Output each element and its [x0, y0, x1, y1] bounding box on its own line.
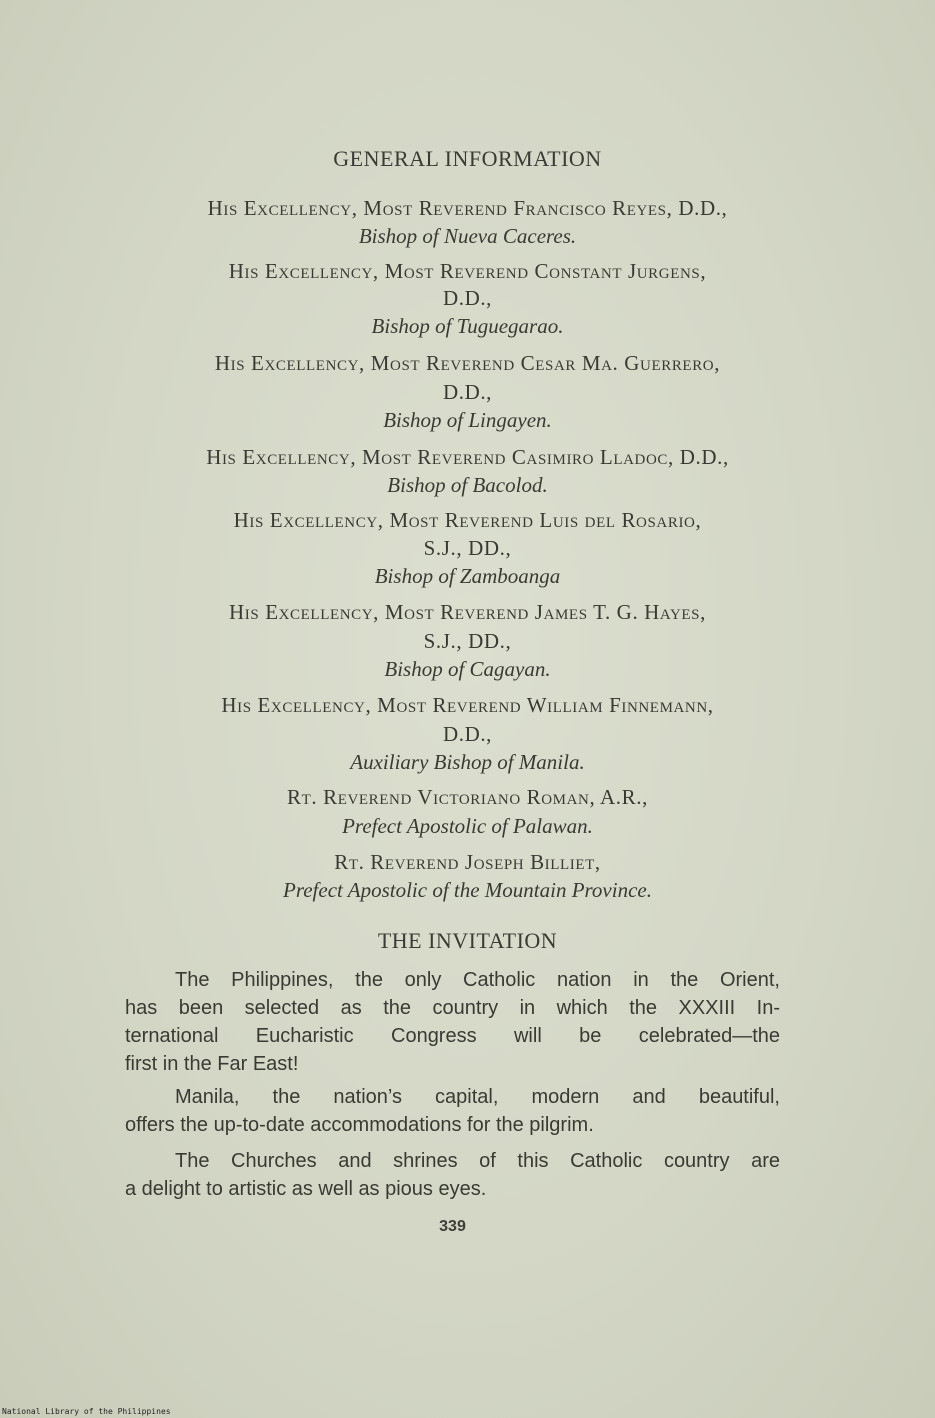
dignitary-title: Bishop of Cagayan.: [384, 657, 551, 681]
section-heading-invitation: THE INVITATION: [377, 928, 558, 953]
invitation-paragraph: [125, 966, 780, 1078]
invitation-paragraph: [125, 1147, 780, 1203]
dignitary-title: Bishop of Nueva Caceres.: [358, 224, 577, 248]
dignitary-name: His Excellency, Most Reverend Constant Jurgens,: [228, 259, 707, 283]
paragraph-line: The Philippines, the only Catholic nation in the Orient,: [175, 969, 780, 991]
paragraph-line: The Churches and shrines of this Catholic country are: [175, 1150, 780, 1172]
dignitary-degree: S.J., DD.,: [423, 536, 512, 560]
dignitary-title: Prefect Apostolic of Palawan.: [342, 814, 593, 838]
dignitary-name: His Excellency, Most Reverend Casimiro Lladoc, D.D.,: [206, 445, 729, 469]
dignitary-name: Rt. Reverend Victoriano Roman, A.R.,: [287, 785, 648, 809]
library-watermark-footer: National Library of the Philippines: [2, 1407, 171, 1416]
dignitary-degree: S.J., DD.,: [423, 629, 512, 653]
dignitary-degree: D.D.,: [442, 380, 493, 404]
dignitary-title: Bishop of Bacolod.: [387, 473, 548, 497]
paragraph-line: offers the up-to-date accommodations for the pilgrim.: [125, 1114, 594, 1136]
paragraph-line: has been selected as the country in which the XXXIII In-: [125, 997, 780, 1019]
paragraph-line: a delight to artistic as well as pious eyes.: [125, 1178, 487, 1200]
dignitary-name: His Excellency, Most Reverend Francisco Reyes, D.D.,: [207, 196, 728, 220]
dignitary-title: Prefect Apostolic of the Mountain Province.: [283, 878, 652, 902]
dignitary-name: His Excellency, Most Reverend William Finnemann,: [221, 693, 714, 717]
dignitary-name: His Excellency, Most Reverend James T. G. Hayes,: [229, 600, 706, 624]
dignitary-title: Auxiliary Bishop of Manila.: [350, 750, 585, 774]
invitation-paragraph: [125, 1083, 780, 1139]
dignitary-title: Bishop of Tuguegarao.: [371, 314, 564, 338]
dignitary-name: His Excellency, Most Reverend Cesar Ma. Guerrero,: [214, 351, 721, 375]
section-heading-general-information: GENERAL INFORMATION: [333, 146, 602, 171]
dignitary-degree: D.D.,: [442, 286, 493, 310]
paragraph-line: Manila, the nation’s capital, modern and beautiful,: [175, 1086, 780, 1108]
dignitary-name: Rt. Reverend Joseph Billiet,: [334, 850, 601, 874]
dignitary-degree: D.D.,: [442, 722, 493, 746]
page-number: 339: [439, 1218, 466, 1235]
dignitary-name: His Excellency, Most Reverend Luis del Rosario,: [233, 508, 702, 532]
paragraph-line: first in the Far East!: [125, 1053, 299, 1075]
paragraph-line: ternational Eucharistic Congress will be celebrated—the: [125, 1025, 780, 1047]
dignitary-title: Bishop of Lingayen.: [383, 408, 552, 432]
dignitary-title: Bishop of Zamboanga: [374, 564, 561, 588]
